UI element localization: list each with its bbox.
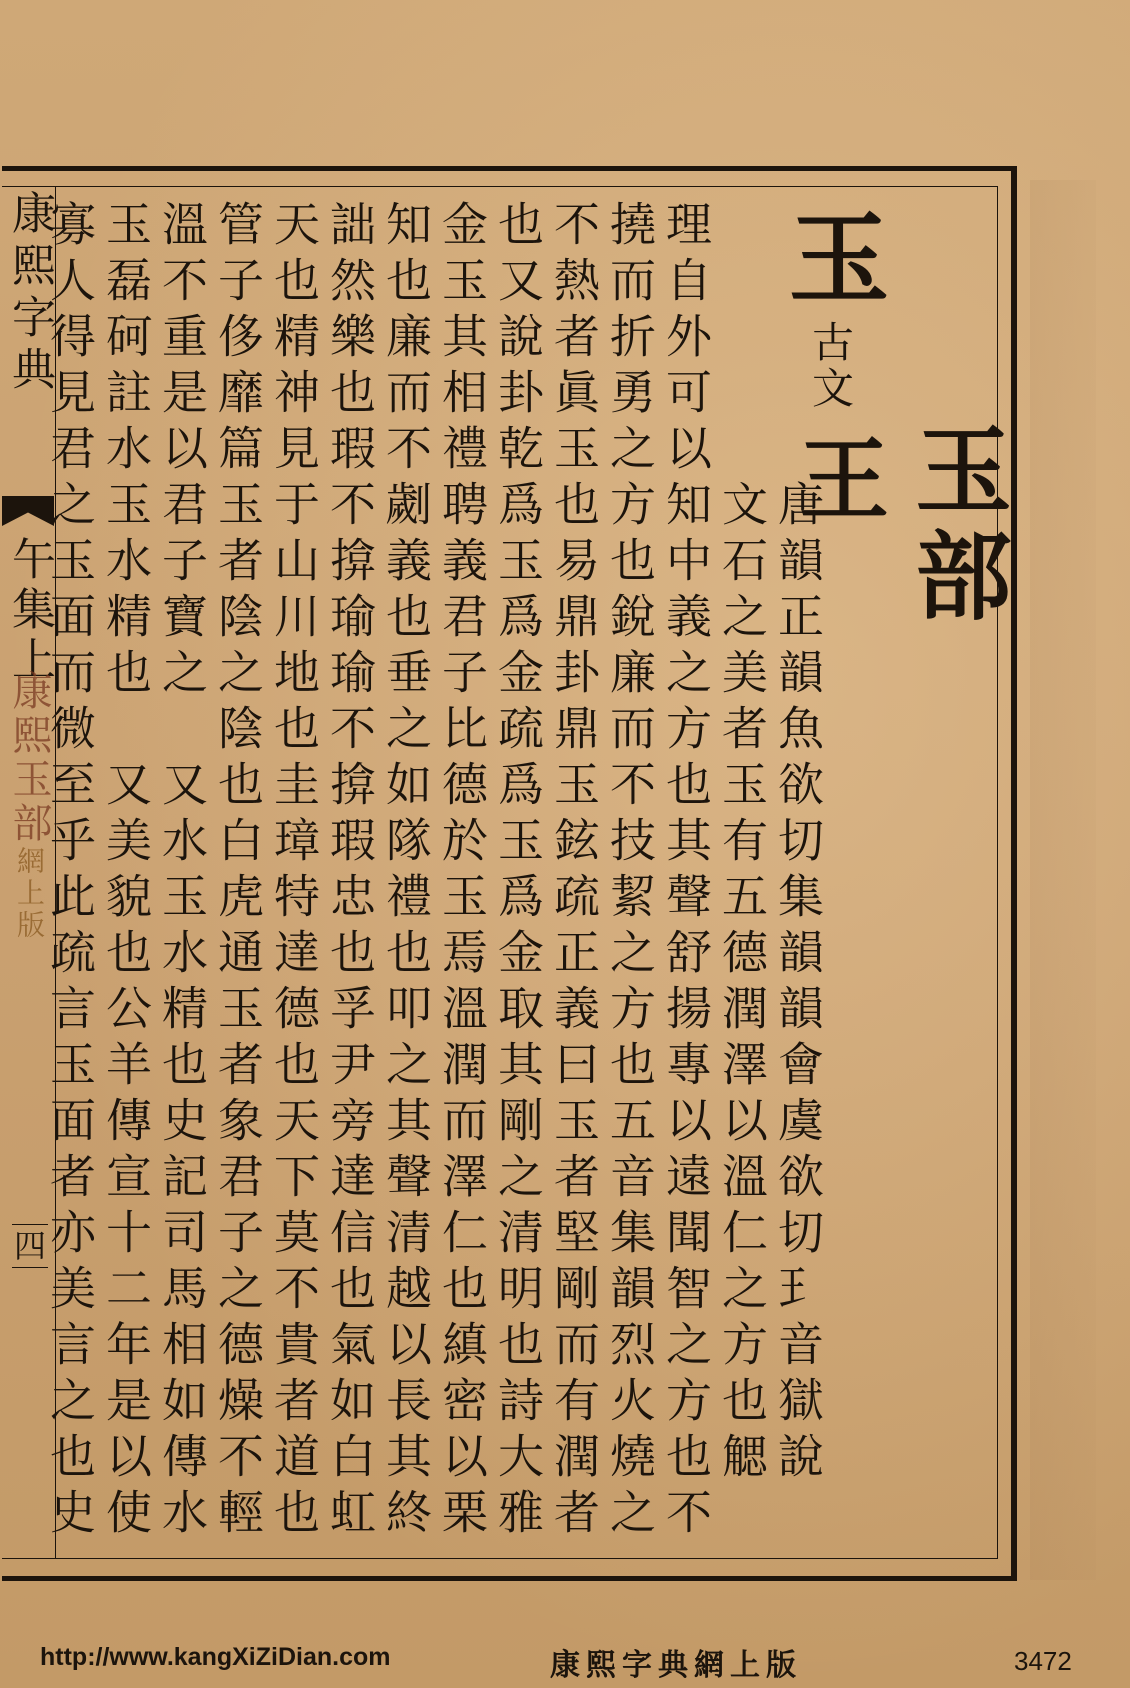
text-column: 也又說卦乾爲玉爲金疏爲玉爲金取其剛之清明也詩大雅 bbox=[491, 200, 545, 1544]
text-column: 溫不重是以君子寶之 又水玉水精也史記司馬相如傳水 bbox=[155, 200, 209, 1544]
text-column: 天也精神見于山川地也圭璋特達德也天下莫不貴者道也 bbox=[267, 200, 321, 1544]
text-column: 詘然樂也瑕不揜瑜瑜不揜瑕忠也孚尹旁達信也氣如白虹 bbox=[323, 200, 377, 1544]
text-column: 撓而折勇之方也銳廉而不技絜之方也五音集韻烈火燒之 bbox=[603, 200, 657, 1544]
text-column: 唐韻正韻魚欲切集韻韻會虞欲切𤣩音獄說 bbox=[771, 480, 825, 1488]
footer-edition: 康熙字典網上版 bbox=[550, 1648, 802, 1683]
spine-page-number: 四 bbox=[12, 1224, 48, 1268]
spine-book-title: 康熙字典 bbox=[4, 190, 55, 398]
text-column: 文石之美者玉有五德潤澤以溫仁之方也䚡 bbox=[715, 480, 769, 1488]
headword: 玉 bbox=[772, 206, 890, 306]
text-column: 不熱者眞玉也易鼎卦鼎玉鉉疏正義曰玉者堅剛而有潤者 bbox=[547, 200, 601, 1544]
guwen-char: 王 bbox=[783, 432, 889, 522]
footer-url: http://www.kangXiZiDian.com bbox=[40, 1643, 391, 1671]
text-column: 理自外可以知中義之方也其聲舒揚專以遠聞智之方也不 bbox=[659, 200, 713, 1544]
right-margin bbox=[1030, 180, 1096, 1580]
spine-red-small: 網上版 bbox=[13, 846, 46, 942]
spine-red-main: 康熙玉部 bbox=[6, 670, 52, 846]
radical-title: 玉部 bbox=[900, 420, 1013, 632]
text-column: 知也廉而不劌義也垂之如隊禮也叩之其聲清越以長其終 bbox=[379, 200, 433, 1544]
text-column: 管子侈靡篇玉者陰之陰也白虎通玉者象君子之德燥不輕 bbox=[211, 200, 265, 1544]
text-column: 金玉其相禮聘義君子比德於玉焉溫潤而澤仁也縝密以栗 bbox=[435, 200, 489, 1544]
text-columns bbox=[43, 200, 894, 1560]
guwen-label: 古文 bbox=[806, 320, 855, 412]
footer-page-number: 3472 bbox=[1014, 1646, 1072, 1676]
spine-volume: 午集上 bbox=[4, 536, 55, 686]
text-column: 玉磊砢註水玉水精也 又美貌也公羊傳宣十二年是以使 bbox=[99, 200, 153, 1544]
text-column: 寡人得見君之玉面而微至乎此疏言玉面者亦美言之也史 bbox=[43, 200, 97, 1544]
